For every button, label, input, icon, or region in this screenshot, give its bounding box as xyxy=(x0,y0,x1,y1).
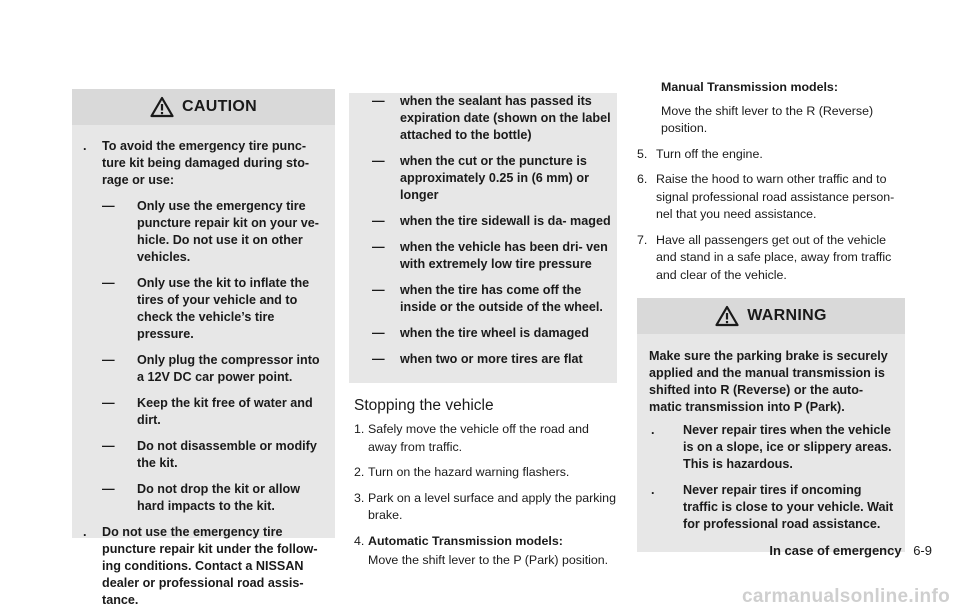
bullet-mark: . xyxy=(83,525,87,539)
step-item: 5. Turn off the engine. xyxy=(637,146,763,161)
caution-box-continued xyxy=(349,93,617,383)
caution-bullet xyxy=(72,138,325,189)
step-item: 7. Have all passengers get out of the vehicle and stand in a safe place, away from traffic and clear of the vehicle. xyxy=(637,232,892,282)
warning-bullet: . Never repair tires if oncoming traffic is close to your vehicle. Wait for professional road assistance. xyxy=(651,483,894,531)
caution-subitem: — Only plug the compressor into a 12V DC car power point. xyxy=(102,353,320,384)
manual-heading: Manual Transmission models: xyxy=(661,80,838,94)
manual-detail: Move the shift lever to the R (Reverse) position. xyxy=(661,103,874,135)
warning-header xyxy=(637,298,905,334)
caution-subitem: — when the tire wheel is damaged xyxy=(372,326,589,340)
caution-subitem: — Do not drop the kit or allow hard impacts to the kit. xyxy=(102,482,301,513)
section-heading: Stopping the vehicle xyxy=(354,397,494,414)
caution-subitem: — when the vehicle has been dri- ven with extremely low tire pressure xyxy=(372,240,608,271)
step-item: 1. Safely move the vehicle off the road and away from traffic. xyxy=(354,422,589,454)
caution-box xyxy=(72,89,335,607)
caution-bullet-text: To avoid the emergency tire punc- ture kit being damaged during sto- rage or use: xyxy=(102,139,310,187)
step-detail: Move the shift lever to the P (Park) position. xyxy=(368,553,609,567)
page-footer xyxy=(769,543,932,558)
page-number: 6-9 xyxy=(913,543,932,558)
caution-subitem: — when the cut or the puncture is approximately 0.25 in (6 mm) or longer xyxy=(372,154,589,202)
step-item: 6. Raise the hood to warn other traffic and to signal professional road assistance person- nel that you need assistance. xyxy=(637,172,895,221)
warning-triangle-icon xyxy=(715,305,739,327)
step-item: 3. Park on a level surface and apply the parking brake. xyxy=(354,490,616,522)
warning-intro: Make sure the parking brake is securely applied and the manual transmission is shifted into R (Reverse) or the auto- matic transmission into P (Park). xyxy=(649,349,888,414)
step-subheading: Automatic Transmission models: xyxy=(368,533,563,548)
step-item: 2. Turn on the hazard warning flashers. xyxy=(354,465,570,479)
warning-triangle-icon xyxy=(150,96,174,118)
warning-title: WARNING xyxy=(747,307,827,325)
watermark: carmanualsonline.info xyxy=(742,586,950,607)
caution-subitem: — Do not disassemble or modify the kit. xyxy=(102,439,317,470)
chapter-title: In case of emergency xyxy=(769,543,902,558)
bullet-mark: . xyxy=(83,139,87,153)
caution-subitem: — when the sealant has passed its expiration date (shown on the label attached to the bottle) xyxy=(372,94,611,142)
caution-subitem: — when two or more tires are flat xyxy=(372,352,583,366)
column-right xyxy=(637,79,905,552)
caution-subitem: — when the tire sidewall is da- maged xyxy=(372,214,611,228)
caution-subitem: — when the tire has come off the inside or the outside of the wheel. xyxy=(372,283,603,314)
step-item: 4. Automatic Transmission models: xyxy=(354,533,563,548)
caution-subitem: — Keep the kit free of water and dirt. xyxy=(102,396,313,427)
caution-bullet xyxy=(72,524,325,609)
caution-subitem: — Only use the emergency tire puncture repair kit on your ve- hicle. Do not use it on other vehicles. xyxy=(102,199,319,264)
warning-bullet: . Never repair tires when the vehicle is on a slope, ice or slippery areas. This is hazardous. xyxy=(651,423,892,471)
column-middle xyxy=(354,93,617,570)
caution-bullet-text: Do not use the emergency tire puncture repair kit under the follow- ing conditions. Contact a NISSAN dealer or professional road assis- tance. xyxy=(102,525,318,607)
caution-header xyxy=(72,89,335,125)
caution-title: CAUTION xyxy=(182,98,257,115)
warning-box xyxy=(637,298,905,552)
caution-subitem: — Only use the kit to inflate the tires of your vehicle and to check the vehicle’s tire pressure. xyxy=(102,276,310,341)
